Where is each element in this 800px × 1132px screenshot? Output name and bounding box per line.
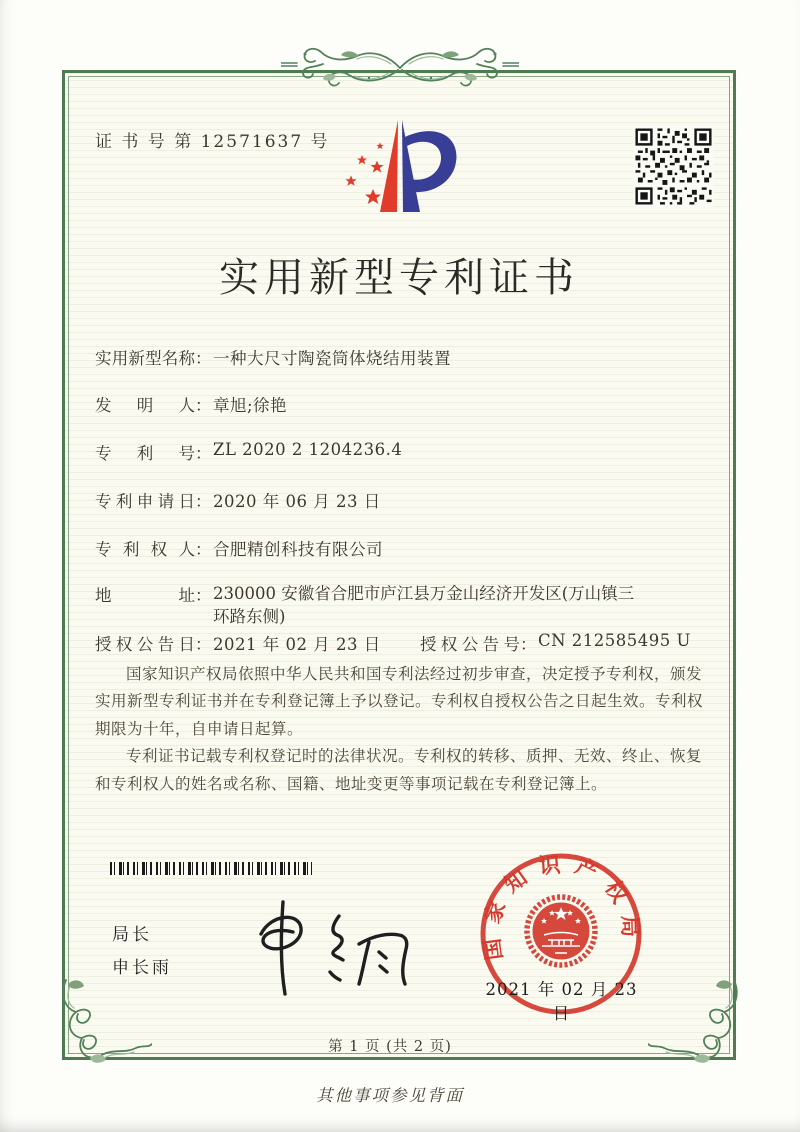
field-label: 专利权人 bbox=[95, 540, 195, 559]
seal-date: 2021 年 02 月 23 日 bbox=[485, 980, 638, 1023]
qr-code bbox=[633, 126, 714, 207]
field-value: 章旭;徐艳 bbox=[213, 396, 288, 415]
legal-paragraph-1: 国家知识产权局依照中华人民共和国专利法经过初步审查，决定授予专利权，颁发实用新型专利证书并在专利登记簿上予以登记。专利权自授权公告之日起生效。专利权期限为十年，自申请日起算。 bbox=[95, 665, 704, 738]
field-value bbox=[213, 582, 634, 628]
field-label: 发明人 bbox=[95, 396, 195, 415]
field-row-name bbox=[95, 345, 717, 369]
commissioner-signature bbox=[233, 892, 411, 1000]
signatory-role: 局长 bbox=[112, 925, 152, 945]
field-row-inventor bbox=[95, 392, 717, 416]
cnipa-logo-icon bbox=[328, 112, 476, 224]
field-colon: ： bbox=[195, 586, 212, 605]
field-row-address bbox=[95, 582, 717, 628]
bottom-right-corner-ornament-icon bbox=[648, 974, 744, 1070]
certificate-number: 证 书 号 第 12571637 号 bbox=[95, 132, 330, 152]
field-label: 授权公告日 bbox=[95, 635, 195, 654]
field-row-patentee bbox=[95, 536, 717, 560]
field-colon: ： bbox=[195, 444, 212, 463]
field-colon: ： bbox=[195, 492, 212, 511]
field-colon: ： bbox=[520, 635, 537, 654]
field-label: 地址 bbox=[95, 586, 195, 605]
page-number: 第 1 页 (共 2 页) bbox=[328, 1039, 452, 1055]
field-label: 实用新型名称 bbox=[95, 349, 195, 368]
field-colon: ： bbox=[195, 396, 212, 415]
see-reverse-note: 其他事项参见背面 bbox=[316, 1086, 464, 1105]
field-value: 合肥精创科技有限公司 bbox=[213, 540, 383, 559]
address-line-2: 环路东侧) bbox=[213, 607, 286, 626]
signatory-name: 申长雨 bbox=[112, 958, 172, 978]
field-label: 专利申请日 bbox=[95, 492, 195, 511]
field-colon: ： bbox=[195, 349, 212, 368]
field-label: 授权公告号 bbox=[420, 635, 520, 654]
field-value: 2021 年 02 月 23 日 bbox=[213, 635, 381, 654]
top-dragon-ornament-icon bbox=[281, 42, 519, 92]
certificate-title: 实用新型专利证书 bbox=[219, 255, 579, 301]
field-colon: ： bbox=[195, 635, 212, 654]
field-group-grant-number bbox=[420, 631, 691, 655]
seal-ring-text: 国家知识产权局 bbox=[478, 851, 643, 962]
field-row-patent-number bbox=[95, 440, 717, 464]
address-line-1: 230000 安徽省合肥市庐江县万金山经济开发区(万山镇三 bbox=[213, 584, 635, 603]
field-value: 2020 年 06 月 23 日 bbox=[213, 492, 381, 511]
field-row-grant bbox=[95, 631, 717, 655]
national-emblem-icon bbox=[527, 897, 595, 965]
field-value: ZL 2020 2 1204236.4 bbox=[213, 440, 403, 459]
field-label: 专利号 bbox=[95, 444, 195, 463]
field-value: CN 212585495 U bbox=[538, 631, 691, 650]
field-colon: ： bbox=[195, 540, 212, 559]
legal-text-block bbox=[95, 661, 717, 798]
barcode bbox=[110, 862, 312, 875]
field-value: 一种大尺寸陶瓷筒体烧结用装置 bbox=[213, 349, 451, 368]
field-row-filing-date bbox=[95, 488, 717, 512]
legal-paragraph-2: 专利证书记载专利权登记时的法律状况。专利权的转移、质押、无效、终止、恢复和专利权人的姓名或名称、国籍、地址变更等事项记载在专利登记簿上。 bbox=[95, 747, 703, 793]
bottom-left-corner-ornament-icon bbox=[56, 974, 152, 1070]
